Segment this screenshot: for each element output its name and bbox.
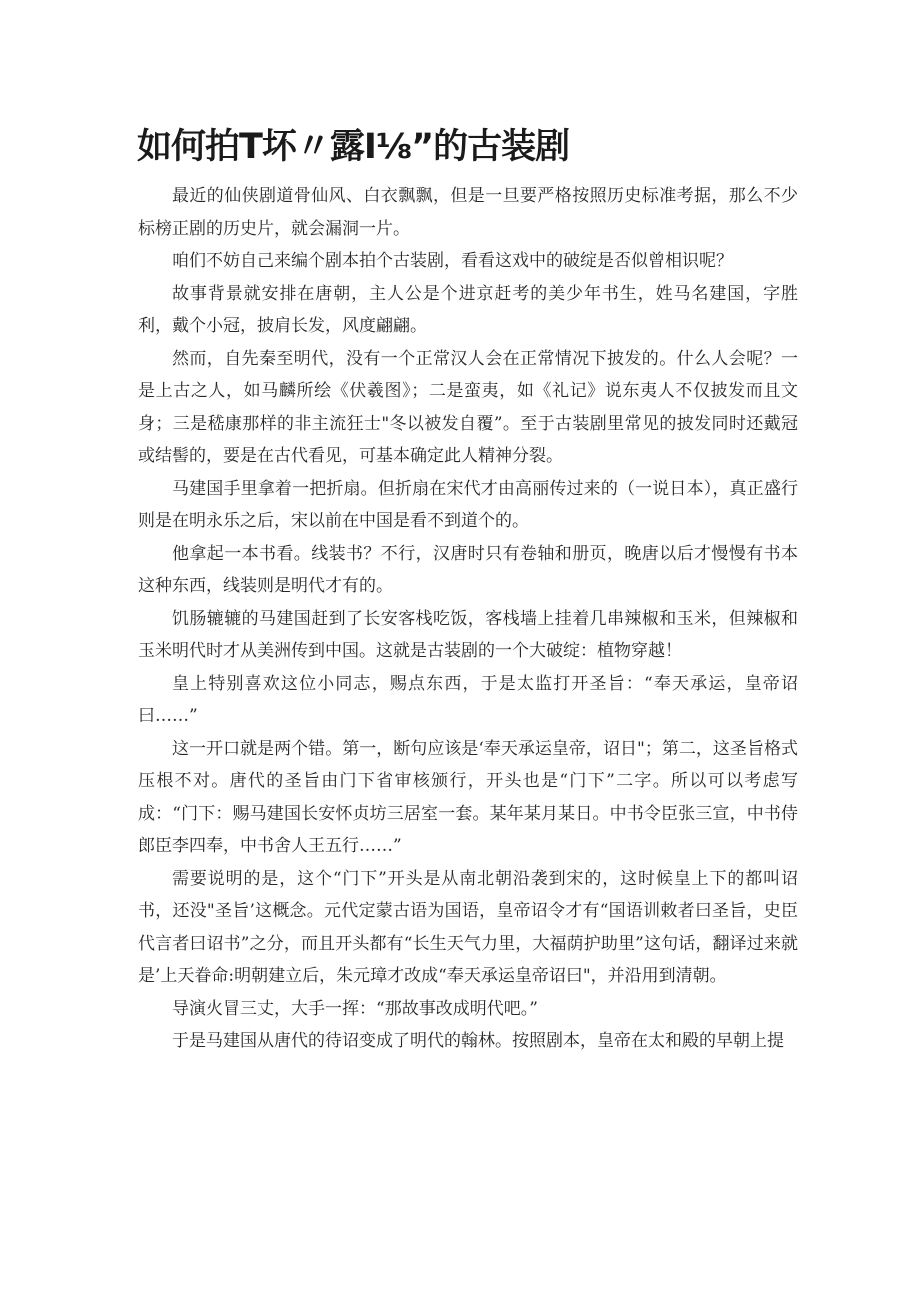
paragraph: 故事背景就安排在唐朝，主人公是个进京赶考的美少年书生，姓马名建国，字胜利，戴个小冠，披肩长发，风度翩翩。 — [138, 283, 798, 336]
paragraph: 然而，自先秦至明代，没有一个正常汉人会在正常情况下披发的。什么人会呢？一是上古之人，如马麟所绘《伏羲图》；二是蛮夷，如《礼记》说东夷人不仅披发而且文身；三是嵇康那样的非主流狂士"冬以被发自覆”。至于古装剧里常见的披发同时还戴冠或结髻的，要是在古代看见，可基本确定此人精神分裂。 — [138, 348, 798, 466]
paragraph: 饥肠辘辘的马建国赶到了长安客栈吃饭，客栈墙上挂着几串辣椒和玉米，但辣椒和玉米明代时才从美洲传到中国。这就是古装剧的一个大破绽：植物穿越！ — [138, 608, 798, 661]
paragraph: 皇上特别喜欢这位小同志，赐点东西，于是太监打开圣旨：“奉天承运，皇帝诏曰……” — [138, 673, 798, 726]
paragraph: 马建国手里拿着一把折扇。但折扇在宋代才由高丽传过来的（一说日本），真正盛行则是在明永乐之后，宋以前在中国是看不到道个的。 — [138, 478, 798, 531]
article-body — [138, 180, 798, 1058]
paragraph: 这一开口就是两个错。第一，断句应该是‘奉天承运皇帝，诏日"；第二，这圣旨格式压根不对。唐代的圣旨由门下省审核颁行，开头也是“门下”二字。所以可以考虑写成：“门下：赐马建国长安怀贞坊三居室一套。某年某月某日。中书令臣张三宣，中书侍郎臣李四奉，中书舍人王五行……” — [138, 738, 798, 856]
paragraph: 需要说明的是，这个“门下”开头是从南北朝沿袭到宋的，这时候皇上下的都叫诏书，还没"圣旨’这概念。元代定蒙古语为国语，皇帝诏令才有“国语训敕者曰圣旨，史臣代言者曰诏书”之分，而且开头都有“长生天气力里，大福荫护助里”这句话，翻译过来就是’上天眷命:明朝建立后，朱元璋才改成“奉天承运皇帝诏曰"，并沿用到清朝。 — [138, 868, 798, 986]
article-title: 如何拍T坏〃露I⅛”的古装剧 — [137, 127, 570, 167]
paragraph: 导演火冒三丈，大手一挥：“那故事改成明代吧。” — [172, 998, 538, 1019]
paragraph: 于是马建国从唐代的待诏变成了明代的翰林。按照剧本，皇帝在太和殿的早朝上提 — [172, 1031, 784, 1051]
paragraph: 他拿起一本书看。线装书？不行，汉唐时只有卷轴和册页，晚唐以后才慢慢有书本这种东西，线装则是明代才有的。 — [138, 543, 798, 596]
paragraph: 咱们不妨自己来编个剧本拍个古装剧，看看这戏中的破绽是否似曾相识呢？ — [172, 251, 733, 271]
paragraph: 最近的仙侠剧道骨仙风、白衣飘飘，但是一旦要严格按照历史标准考据，那么不少标榜正剧的历史片，就会漏洞一片。 — [138, 186, 798, 239]
